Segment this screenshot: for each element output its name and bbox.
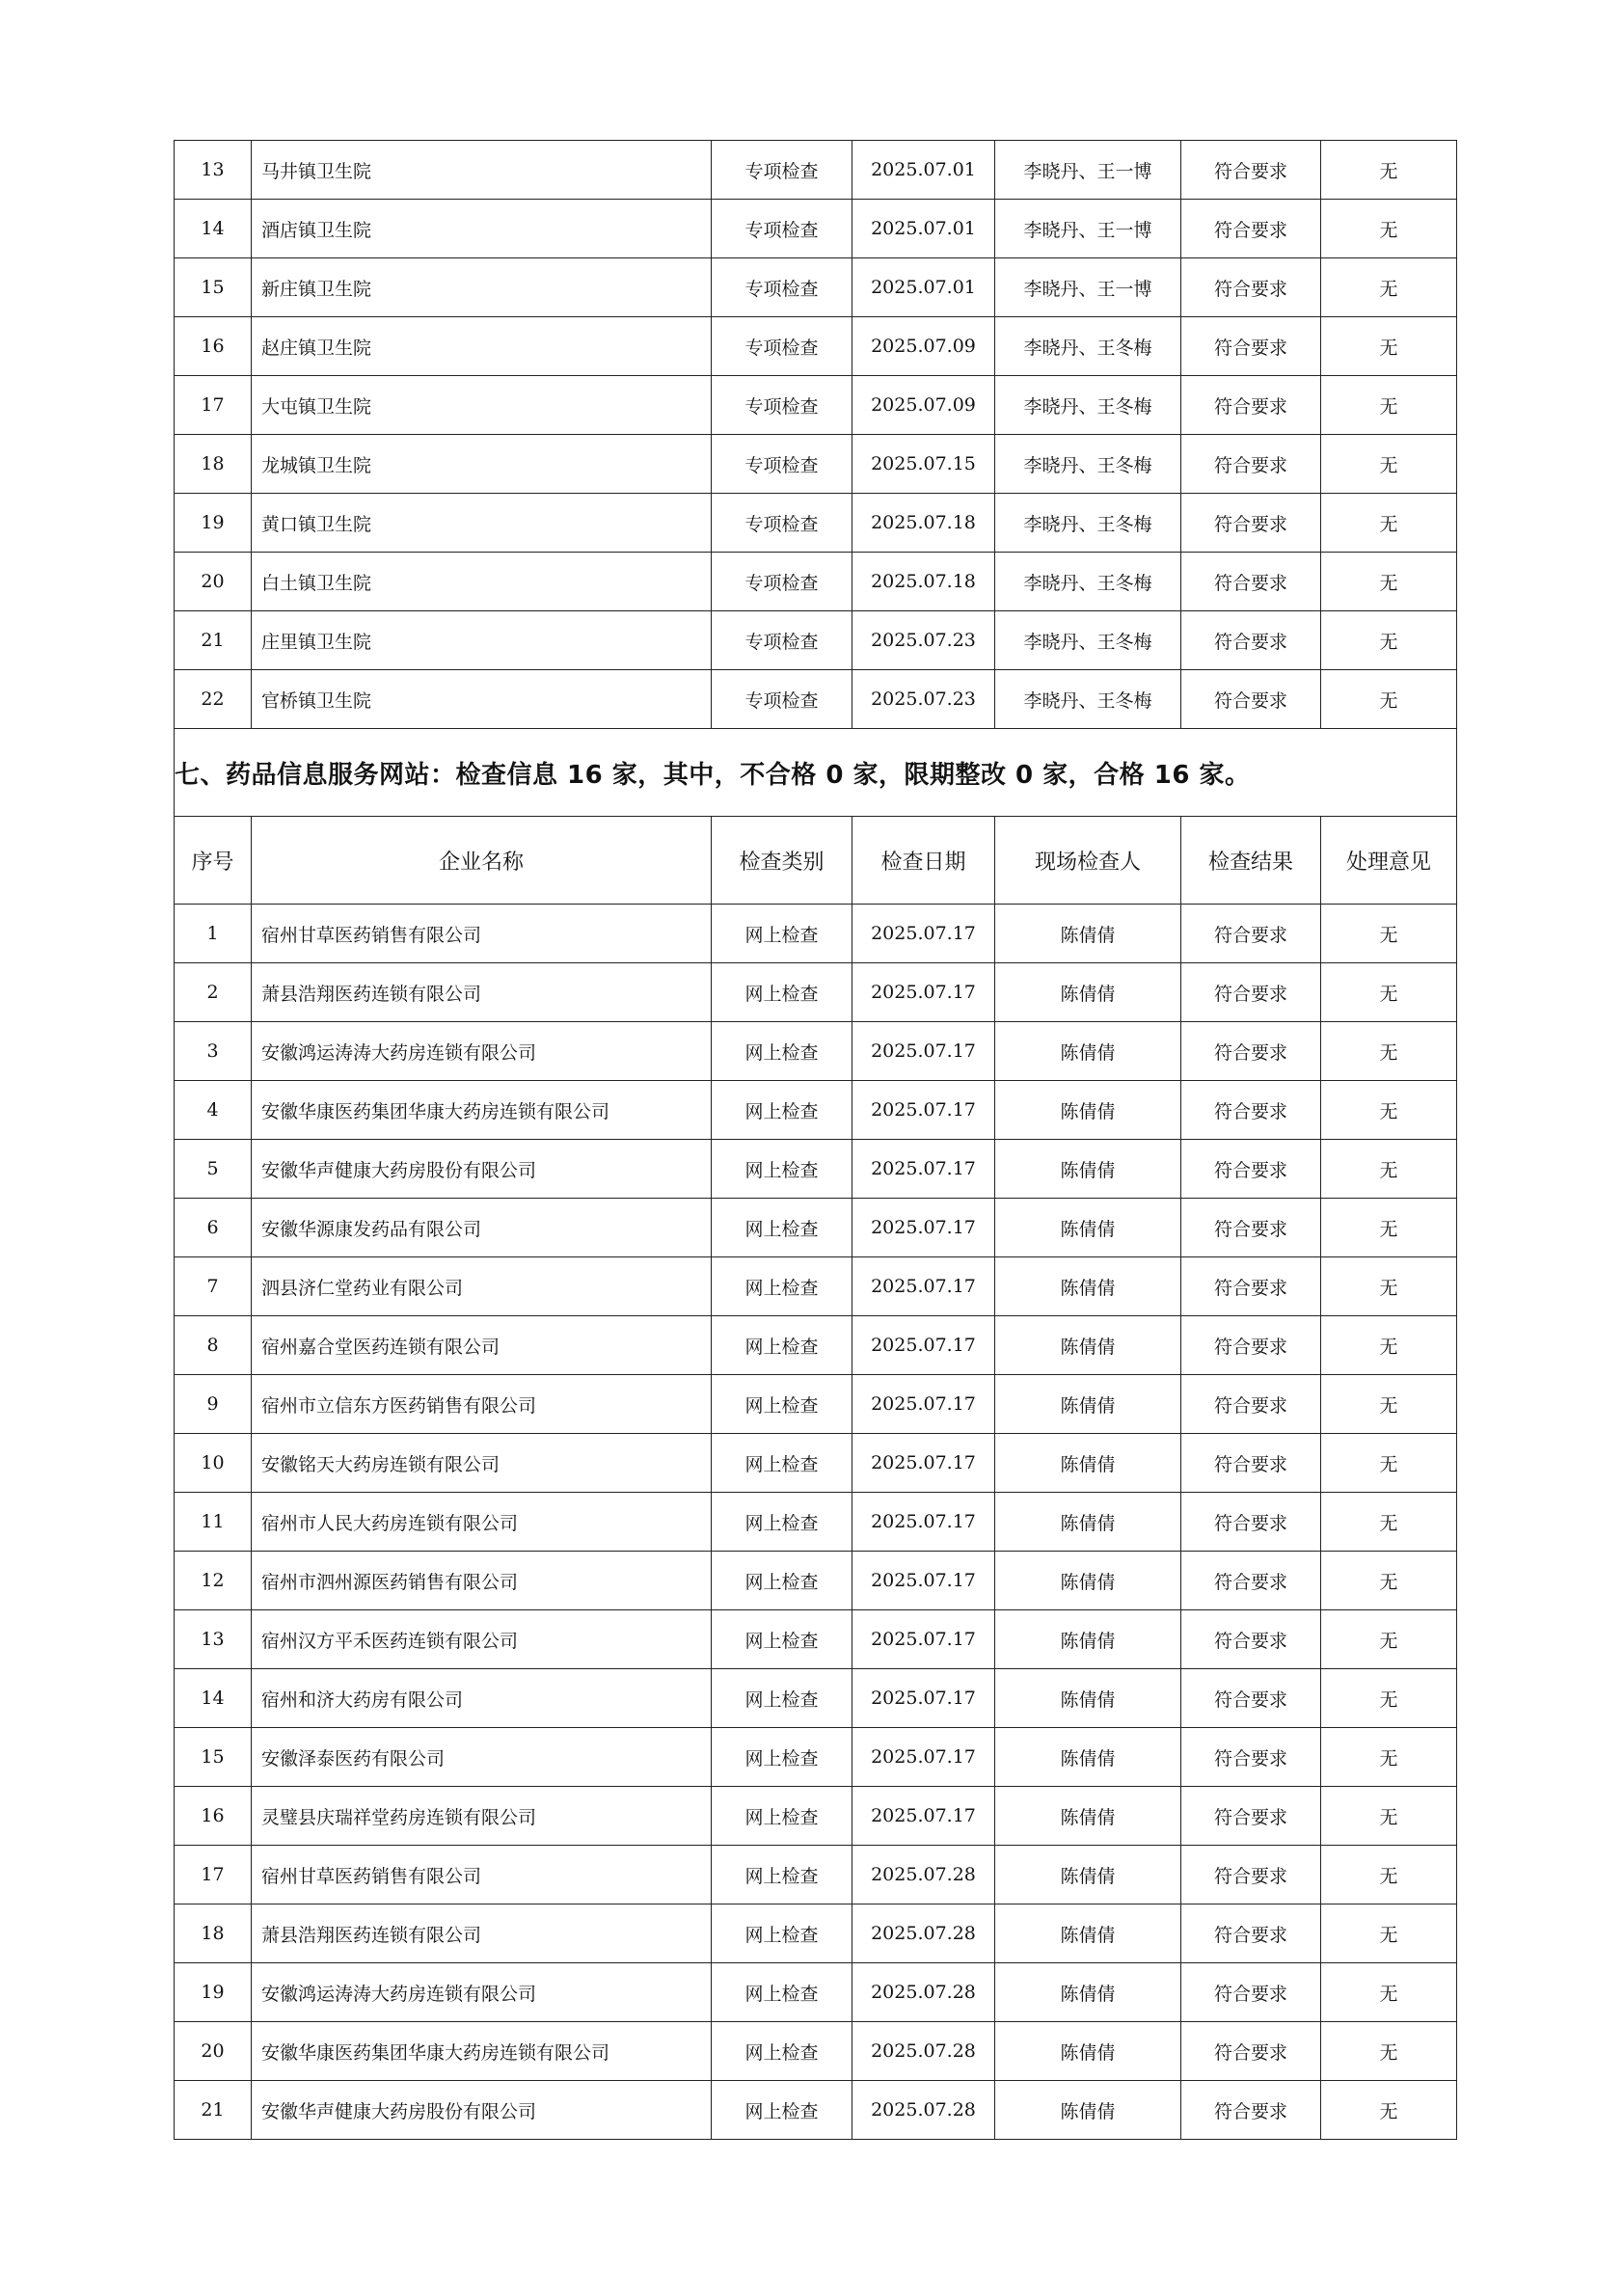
cell-inspector: 李晓丹、王一博 (995, 141, 1181, 200)
cell-name: 宿州市人民大药房连锁有限公司 (252, 1493, 712, 1552)
cell-type: 网上检查 (712, 1728, 852, 1787)
cell-type: 专项检查 (712, 670, 852, 729)
cell-inspector: 陈倩倩 (995, 1316, 1181, 1375)
cell-inspector: 陈倩倩 (995, 1022, 1181, 1081)
cell-result: 符合要求 (1181, 905, 1321, 963)
cell-opinion: 无 (1321, 2022, 1457, 2081)
cell-type: 网上检查 (712, 2081, 852, 2140)
cell-opinion: 无 (1321, 1316, 1457, 1375)
table-row (175, 963, 1457, 1022)
cell-name: 宿州汉方平禾医药连锁有限公司 (252, 1610, 712, 1669)
cell-type: 网上检查 (712, 2022, 852, 2081)
cell-result: 符合要求 (1181, 376, 1321, 435)
cell-inspector: 陈倩倩 (995, 1846, 1181, 1904)
cell-no: 18 (175, 1904, 252, 1963)
cell-inspector: 陈倩倩 (995, 1434, 1181, 1493)
cell-type: 网上检查 (712, 1081, 852, 1140)
cell-inspector: 陈倩倩 (995, 1493, 1181, 1552)
section-title: 七、药品信息服务网站：检查信息 16 家，其中，不合格 0 家，限期整改 0 家，合格 16 家。 (175, 729, 1457, 817)
cell-date: 2025.07.09 (852, 376, 995, 435)
cell-name: 安徽华源康发药品有限公司 (252, 1199, 712, 1257)
table-top-body (175, 141, 1457, 729)
cell-inspector: 李晓丹、王冬梅 (995, 494, 1181, 553)
cell-type: 网上检查 (712, 1904, 852, 1963)
cell-no: 16 (175, 317, 252, 376)
table-row (175, 1081, 1457, 1140)
cell-type: 网上检查 (712, 1610, 852, 1669)
cell-result: 符合要求 (1181, 141, 1321, 200)
cell-type: 专项检查 (712, 258, 852, 317)
table-row (175, 670, 1457, 729)
cell-type: 网上检查 (712, 1434, 852, 1493)
cell-date: 2025.07.23 (852, 670, 995, 729)
cell-no: 17 (175, 376, 252, 435)
cell-type: 网上检查 (712, 1140, 852, 1199)
cell-inspector: 李晓丹、王冬梅 (995, 553, 1181, 611)
cell-name: 宿州甘草医药销售有限公司 (252, 1846, 712, 1904)
cell-inspector: 李晓丹、王冬梅 (995, 317, 1181, 376)
cell-date: 2025.07.28 (852, 2081, 995, 2140)
header-opinion: 处理意见 (1321, 817, 1457, 905)
cell-inspector: 陈倩倩 (995, 1728, 1181, 1787)
cell-type: 专项检查 (712, 435, 852, 494)
cell-result: 符合要求 (1181, 1140, 1321, 1199)
cell-name: 庄里镇卫生院 (252, 611, 712, 670)
cell-inspector: 陈倩倩 (995, 1375, 1181, 1434)
cell-date: 2025.07.17 (852, 1375, 995, 1434)
cell-date: 2025.07.17 (852, 1787, 995, 1846)
cell-name: 酒店镇卫生院 (252, 200, 712, 258)
cell-date: 2025.07.17 (852, 1728, 995, 1787)
cell-type: 网上检查 (712, 963, 852, 1022)
cell-no: 19 (175, 494, 252, 553)
cell-result: 符合要求 (1181, 1669, 1321, 1728)
cell-result: 符合要求 (1181, 1257, 1321, 1316)
cell-name: 宿州甘草医药销售有限公司 (252, 905, 712, 963)
cell-type: 网上检查 (712, 1375, 852, 1434)
header-row (175, 817, 1457, 905)
cell-result: 符合要求 (1181, 1493, 1321, 1552)
cell-date: 2025.07.17 (852, 1610, 995, 1669)
table-row (175, 611, 1457, 670)
table-row (175, 435, 1457, 494)
cell-opinion: 无 (1321, 1199, 1457, 1257)
cell-inspector: 陈倩倩 (995, 1669, 1181, 1728)
cell-no: 17 (175, 1846, 252, 1904)
table-row (175, 317, 1457, 376)
cell-result: 符合要求 (1181, 2022, 1321, 2081)
cell-result: 符合要求 (1181, 1022, 1321, 1081)
cell-opinion: 无 (1321, 317, 1457, 376)
cell-name: 宿州市泗州源医药销售有限公司 (252, 1552, 712, 1610)
cell-date: 2025.07.01 (852, 141, 995, 200)
cell-type: 网上检查 (712, 1022, 852, 1081)
cell-date: 2025.07.17 (852, 1140, 995, 1199)
cell-name: 萧县浩翔医药连锁有限公司 (252, 963, 712, 1022)
cell-no: 9 (175, 1375, 252, 1434)
cell-no: 8 (175, 1316, 252, 1375)
cell-result: 符合要求 (1181, 1963, 1321, 2022)
cell-name: 宿州市立信东方医药销售有限公司 (252, 1375, 712, 1434)
cell-opinion: 无 (1321, 1669, 1457, 1728)
cell-no: 4 (175, 1081, 252, 1140)
table-row (175, 1904, 1457, 1963)
cell-no: 13 (175, 1610, 252, 1669)
cell-type: 网上检查 (712, 1787, 852, 1846)
cell-no: 20 (175, 2022, 252, 2081)
table-row (175, 376, 1457, 435)
table-row (175, 553, 1457, 611)
cell-date: 2025.07.15 (852, 435, 995, 494)
cell-no: 2 (175, 963, 252, 1022)
cell-result: 符合要求 (1181, 200, 1321, 258)
cell-opinion: 无 (1321, 1846, 1457, 1904)
table-row (175, 258, 1457, 317)
cell-name: 安徽鸿运涛涛大药房连锁有限公司 (252, 1022, 712, 1081)
header-date: 检查日期 (852, 817, 995, 905)
cell-date: 2025.07.28 (852, 1846, 995, 1904)
cell-opinion: 无 (1321, 670, 1457, 729)
cell-opinion: 无 (1321, 200, 1457, 258)
header-type: 检查类别 (712, 817, 852, 905)
cell-name: 龙城镇卫生院 (252, 435, 712, 494)
cell-date: 2025.07.28 (852, 1904, 995, 1963)
cell-date: 2025.07.28 (852, 1963, 995, 2022)
header-inspector: 现场检查人 (995, 817, 1181, 905)
cell-opinion: 无 (1321, 611, 1457, 670)
cell-name: 新庄镇卫生院 (252, 258, 712, 317)
cell-result: 符合要求 (1181, 1199, 1321, 1257)
cell-type: 专项检查 (712, 494, 852, 553)
cell-no: 3 (175, 1022, 252, 1081)
cell-no: 13 (175, 141, 252, 200)
cell-inspector: 李晓丹、王一博 (995, 200, 1181, 258)
cell-inspector: 陈倩倩 (995, 1140, 1181, 1199)
cell-opinion: 无 (1321, 435, 1457, 494)
header-result: 检查结果 (1181, 817, 1321, 905)
cell-result: 符合要求 (1181, 2081, 1321, 2140)
cell-result: 符合要求 (1181, 611, 1321, 670)
cell-name: 安徽华声健康大药房股份有限公司 (252, 1140, 712, 1199)
cell-no: 7 (175, 1257, 252, 1316)
cell-inspector: 李晓丹、王冬梅 (995, 376, 1181, 435)
cell-result: 符合要求 (1181, 963, 1321, 1022)
cell-date: 2025.07.09 (852, 317, 995, 376)
cell-type: 网上检查 (712, 1257, 852, 1316)
cell-name: 安徽泽泰医药有限公司 (252, 1728, 712, 1787)
cell-type: 专项检查 (712, 317, 852, 376)
table-row (175, 2022, 1457, 2081)
cell-type: 专项检查 (712, 553, 852, 611)
cell-inspector: 陈倩倩 (995, 2081, 1181, 2140)
cell-name: 安徽华康医药集团华康大药房连锁有限公司 (252, 2022, 712, 2081)
cell-opinion: 无 (1321, 1257, 1457, 1316)
cell-no: 14 (175, 1669, 252, 1728)
cell-name: 宿州和济大药房有限公司 (252, 1669, 712, 1728)
cell-name: 灵璧县庆瑞祥堂药房连锁有限公司 (252, 1787, 712, 1846)
cell-date: 2025.07.17 (852, 1199, 995, 1257)
cell-no: 22 (175, 670, 252, 729)
cell-inspector: 陈倩倩 (995, 1552, 1181, 1610)
cell-date: 2025.07.17 (852, 1081, 995, 1140)
cell-inspector: 陈倩倩 (995, 1787, 1181, 1846)
cell-name: 黄口镇卫生院 (252, 494, 712, 553)
cell-inspector: 陈倩倩 (995, 963, 1181, 1022)
cell-date: 2025.07.18 (852, 553, 995, 611)
table-row (175, 1257, 1457, 1316)
table-row (175, 1375, 1457, 1434)
cell-result: 符合要求 (1181, 494, 1321, 553)
cell-result: 符合要求 (1181, 553, 1321, 611)
cell-no: 1 (175, 905, 252, 963)
cell-date: 2025.07.01 (852, 258, 995, 317)
cell-no: 5 (175, 1140, 252, 1199)
cell-type: 网上检查 (712, 1316, 852, 1375)
cell-date: 2025.07.17 (852, 905, 995, 963)
cell-opinion: 无 (1321, 1375, 1457, 1434)
cell-name: 官桥镇卫生院 (252, 670, 712, 729)
table-row (175, 1199, 1457, 1257)
cell-opinion: 无 (1321, 1493, 1457, 1552)
cell-result: 符合要求 (1181, 1846, 1321, 1904)
cell-inspector: 陈倩倩 (995, 1081, 1181, 1140)
cell-name: 萧县浩翔医药连锁有限公司 (252, 1904, 712, 1963)
cell-result: 符合要求 (1181, 1316, 1321, 1375)
cell-inspector: 陈倩倩 (995, 2022, 1181, 2081)
cell-date: 2025.07.17 (852, 1022, 995, 1081)
cell-type: 网上检查 (712, 1669, 852, 1728)
cell-name: 马井镇卫生院 (252, 141, 712, 200)
cell-opinion: 无 (1321, 1610, 1457, 1669)
cell-opinion: 无 (1321, 1963, 1457, 2022)
table-row (175, 1963, 1457, 2022)
table-row (175, 1610, 1457, 1669)
cell-result: 符合要求 (1181, 1728, 1321, 1787)
table-row (175, 1787, 1457, 1846)
cell-date: 2025.07.17 (852, 1552, 995, 1610)
cell-inspector: 陈倩倩 (995, 1963, 1181, 2022)
cell-type: 网上检查 (712, 1552, 852, 1610)
section-row (175, 729, 1457, 817)
cell-inspector: 陈倩倩 (995, 1904, 1181, 1963)
table-row (175, 1493, 1457, 1552)
cell-name: 泗县济仁堂药业有限公司 (252, 1257, 712, 1316)
table-row (175, 1316, 1457, 1375)
table-row (175, 141, 1457, 200)
cell-inspector: 李晓丹、王冬梅 (995, 435, 1181, 494)
cell-opinion: 无 (1321, 1081, 1457, 1140)
cell-result: 符合要求 (1181, 317, 1321, 376)
cell-date: 2025.07.17 (852, 963, 995, 1022)
cell-opinion: 无 (1321, 1140, 1457, 1199)
cell-result: 符合要求 (1181, 670, 1321, 729)
table-row (175, 1140, 1457, 1199)
table-row (175, 2081, 1457, 2140)
cell-no: 6 (175, 1199, 252, 1257)
cell-no: 19 (175, 1963, 252, 2022)
cell-date: 2025.07.28 (852, 2022, 995, 2081)
cell-inspector: 李晓丹、王冬梅 (995, 670, 1181, 729)
cell-name: 安徽铭天大药房连锁有限公司 (252, 1434, 712, 1493)
cell-result: 符合要求 (1181, 258, 1321, 317)
table-row (175, 1022, 1457, 1081)
table-row (175, 1552, 1457, 1610)
cell-no: 14 (175, 200, 252, 258)
cell-name: 白土镇卫生院 (252, 553, 712, 611)
cell-inspector: 李晓丹、王冬梅 (995, 611, 1181, 670)
cell-opinion: 无 (1321, 258, 1457, 317)
header-no: 序号 (175, 817, 252, 905)
cell-opinion: 无 (1321, 905, 1457, 963)
table-row (175, 200, 1457, 258)
cell-name: 安徽鸿运涛涛大药房连锁有限公司 (252, 1963, 712, 2022)
table-row (175, 1728, 1457, 1787)
cell-opinion: 无 (1321, 376, 1457, 435)
cell-no: 21 (175, 611, 252, 670)
cell-opinion: 无 (1321, 1434, 1457, 1493)
cell-date: 2025.07.17 (852, 1434, 995, 1493)
cell-opinion: 无 (1321, 2081, 1457, 2140)
cell-result: 符合要求 (1181, 1375, 1321, 1434)
cell-type: 网上检查 (712, 1199, 852, 1257)
cell-name: 赵庄镇卫生院 (252, 317, 712, 376)
cell-no: 16 (175, 1787, 252, 1846)
cell-opinion: 无 (1321, 1552, 1457, 1610)
cell-opinion: 无 (1321, 963, 1457, 1022)
cell-type: 网上检查 (712, 1963, 852, 2022)
cell-inspector: 陈倩倩 (995, 905, 1181, 963)
cell-type: 专项检查 (712, 200, 852, 258)
cell-type: 网上检查 (712, 905, 852, 963)
cell-opinion: 无 (1321, 141, 1457, 200)
table-bottom-body (175, 905, 1457, 2140)
cell-type: 专项检查 (712, 141, 852, 200)
cell-date: 2025.07.18 (852, 494, 995, 553)
cell-inspector: 李晓丹、王一博 (995, 258, 1181, 317)
cell-result: 符合要求 (1181, 1434, 1321, 1493)
cell-result: 符合要求 (1181, 1610, 1321, 1669)
cell-type: 专项检查 (712, 376, 852, 435)
cell-no: 20 (175, 553, 252, 611)
cell-result: 符合要求 (1181, 1787, 1321, 1846)
cell-no: 10 (175, 1434, 252, 1493)
cell-inspector: 陈倩倩 (995, 1610, 1181, 1669)
cell-no: 15 (175, 1728, 252, 1787)
table-row (175, 494, 1457, 553)
cell-date: 2025.07.17 (852, 1316, 995, 1375)
cell-result: 符合要求 (1181, 1081, 1321, 1140)
cell-date: 2025.07.23 (852, 611, 995, 670)
cell-opinion: 无 (1321, 494, 1457, 553)
cell-date: 2025.07.17 (852, 1669, 995, 1728)
cell-no: 11 (175, 1493, 252, 1552)
cell-opinion: 无 (1321, 1787, 1457, 1846)
cell-type: 专项检查 (712, 611, 852, 670)
cell-type: 网上检查 (712, 1493, 852, 1552)
cell-no: 15 (175, 258, 252, 317)
section-body (175, 729, 1457, 905)
cell-opinion: 无 (1321, 1904, 1457, 1963)
cell-no: 18 (175, 435, 252, 494)
cell-inspector: 陈倩倩 (995, 1199, 1181, 1257)
table-row (175, 905, 1457, 963)
cell-date: 2025.07.17 (852, 1257, 995, 1316)
cell-no: 21 (175, 2081, 252, 2140)
cell-opinion: 无 (1321, 1022, 1457, 1081)
cell-date: 2025.07.17 (852, 1493, 995, 1552)
cell-result: 符合要求 (1181, 435, 1321, 494)
cell-result: 符合要求 (1181, 1552, 1321, 1610)
cell-name: 宿州嘉合堂医药连锁有限公司 (252, 1316, 712, 1375)
table-row (175, 1846, 1457, 1904)
cell-date: 2025.07.01 (852, 200, 995, 258)
cell-name: 安徽华声健康大药房股份有限公司 (252, 2081, 712, 2140)
cell-type: 网上检查 (712, 1846, 852, 1904)
cell-no: 12 (175, 1552, 252, 1610)
cell-name: 大屯镇卫生院 (252, 376, 712, 435)
cell-name: 安徽华康医药集团华康大药房连锁有限公司 (252, 1081, 712, 1140)
cell-result: 符合要求 (1181, 1904, 1321, 1963)
table-row (175, 1434, 1457, 1493)
cell-opinion: 无 (1321, 1728, 1457, 1787)
cell-opinion: 无 (1321, 553, 1457, 611)
cell-inspector: 陈倩倩 (995, 1257, 1181, 1316)
header-name: 企业名称 (252, 817, 712, 905)
table-row (175, 1669, 1457, 1728)
inspection-table (174, 140, 1457, 2140)
